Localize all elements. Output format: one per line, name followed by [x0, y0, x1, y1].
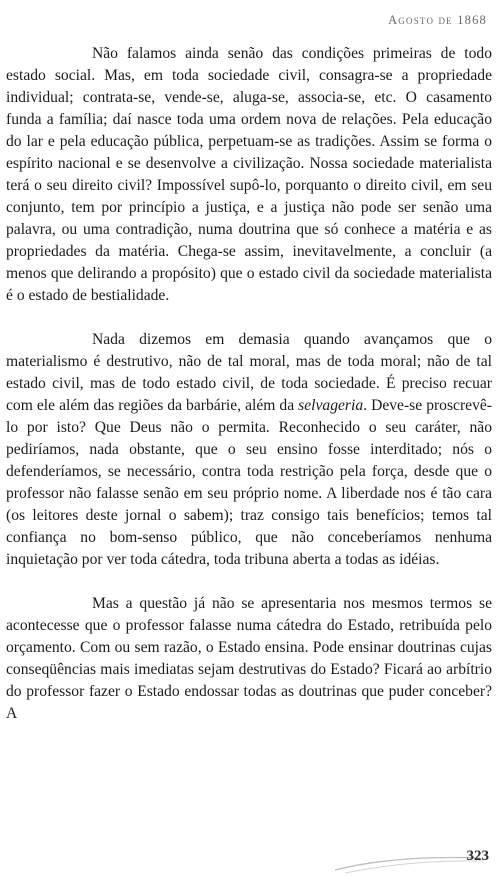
text-run: . Deve-se proscrevê-lo por isto? Que Deus não o permita. Reconhecido o seu caráter, não pediríamos, nada obstante, que o seu ensino fosse interditado; nós o defenderíamos, se necessário, contra toda restrição pela força, desde que o professor não falasse senão em seu próprio nome. A liberdade nos é tão cara (os leitores deste jornal o sabem); traz consigo tais benefícios; temos tal confiança no bom-senso público, que não conceberíamos nenhuma inquietação por ver toda cátedra, toda tribuna aberta a todas as idéias.: [6, 397, 492, 568]
text-run: Não falamos ainda senão das condições primeiras de todo estado social. Mas, em toda sociedade civil, consagra-se a propriedade individual; contrata-se, vende-se, aluga-se, associa-se, etc. O casamento funda a família; daí nasce toda uma ordem nova de relações. Pela educação do lar e pela educação pública, perpetuam-se as tradições. Assim se forma o espírito nacional e se desenvolve a civilização. Nossa sociedade materialista terá o seu direito civil? Impossível supô-lo, porquanto o direito civil, em seu conjunto, tem por princípio a justiça, e a justiça não pode ser senão uma palavra, ou uma contradição, numa doutrina que só conhece a matéria e as propriedades da matéria. Chega-se assim, inevitavelmente, a concluir (a menos que delirando a propósito) que o estado civil da sociedade materialista é o estado de bestialidade.: [6, 45, 492, 304]
italic-term: selvageria: [298, 397, 364, 414]
folio-ornament: [335, 846, 485, 876]
text-run: Mas a questão já não se apresentaria nos mesmos termos se acontecesse que o professor falasse numa cátedra do Estado, retribuída pelo orçamento. Com ou sem razão, o Estado ensina. Pode ensinar doutrinas cujas conseqüências mais imediatas sejam destrutivas do Estado? Ficará ao arbítrio do professor fazer o Estado endossar todas as doutrinas que puder conceber? A: [6, 595, 492, 722]
paragraph: [6, 43, 492, 307]
page-number: 323: [466, 848, 489, 864]
paragraph: [6, 329, 492, 571]
body-text: [6, 43, 492, 725]
text-run: Nada dizemos em demasia quando avançamos que o materialismo é destrutivo, não de tal moral, mas de toda moral; não de tal estado civil, mas de todo estado civil, de toda sociedade. É preciso recuar com ele além das regiões da barbárie, além da: [6, 331, 492, 414]
paragraph: [6, 593, 492, 725]
running-head: Agosto de 1868: [388, 13, 487, 27]
